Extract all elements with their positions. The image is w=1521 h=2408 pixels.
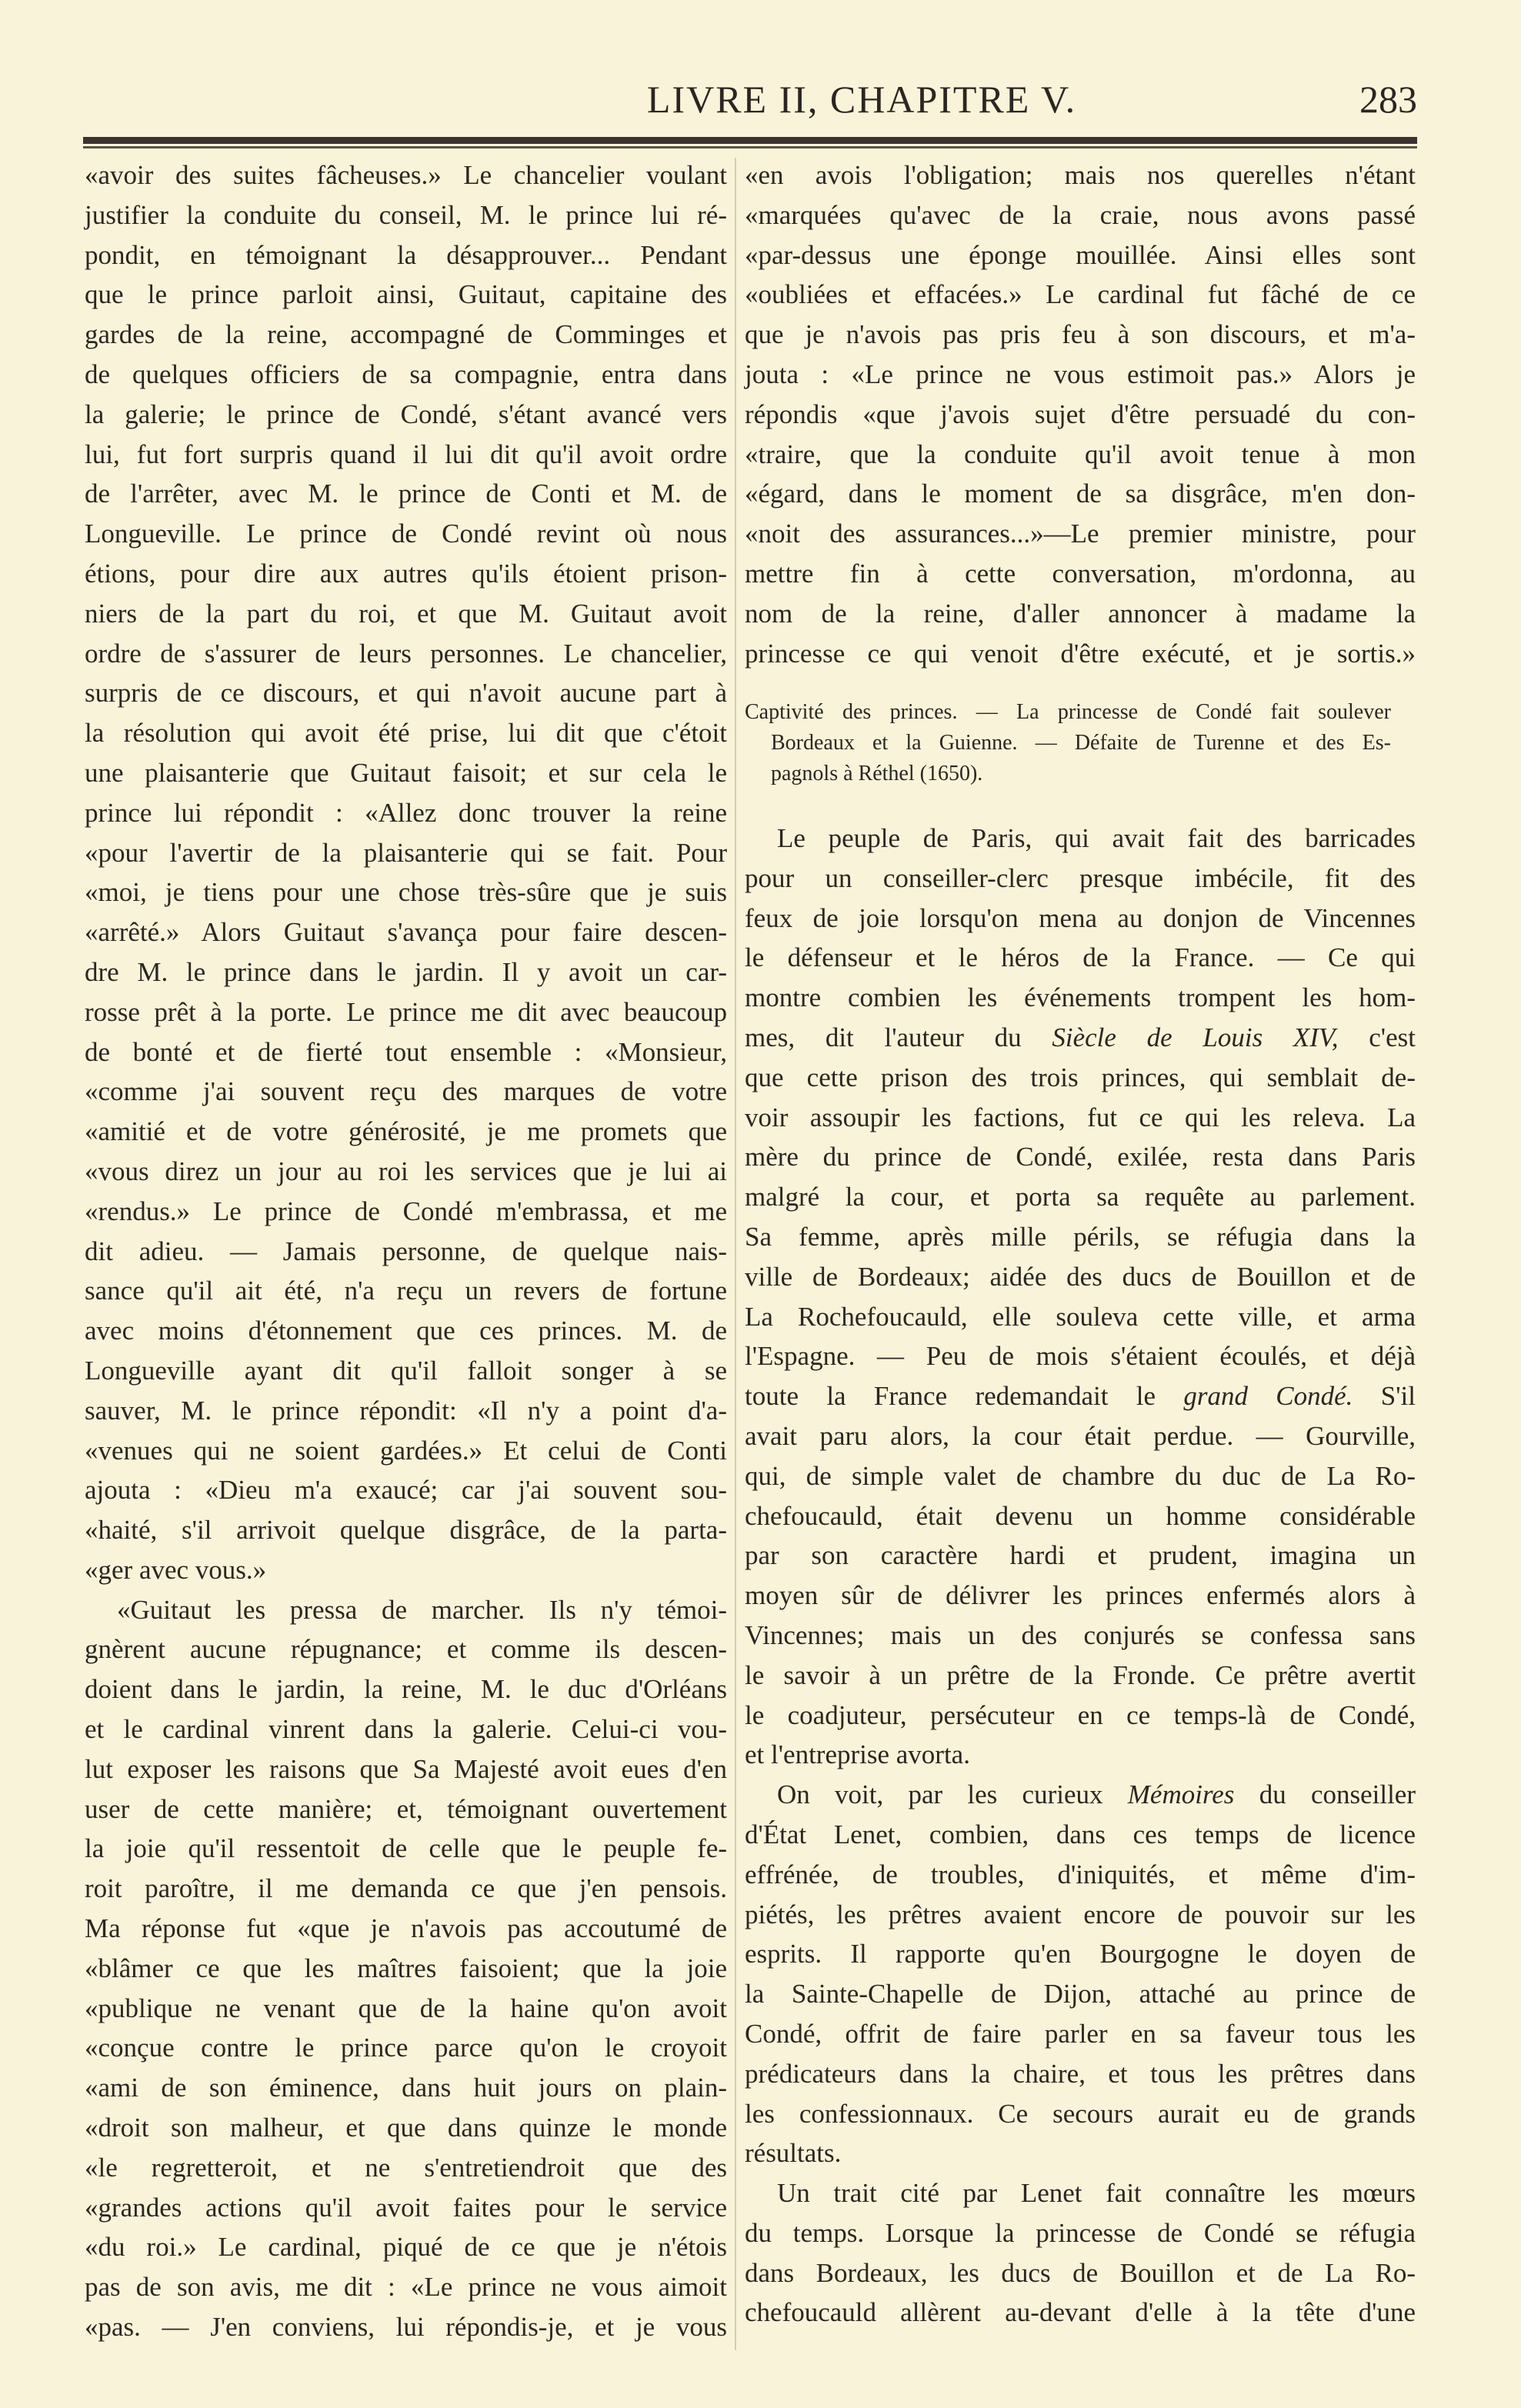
text-line <box>745 1974 1416 2014</box>
text-line <box>745 1616 1416 1656</box>
text-line: «conçue contre le prince parce qu'on le croyoit <box>85 2033 727 2063</box>
text-line <box>745 1058 1416 1098</box>
text-line <box>745 978 1416 1018</box>
text-line <box>745 1137 1416 1177</box>
text-segment: esprits. Il rapporte qu'en Bourgogne le doyen de <box>745 1939 1416 1969</box>
text-segment: c'est <box>1338 1022 1416 1052</box>
text-segment: dans Bordeaux, les ducs de Bouillon et de La Ro- <box>745 2257 1416 2288</box>
text-line: rosse prêt à la porte. Le prince me dit avec beaucoup <box>85 996 727 1027</box>
text-line: «ger avec vous.» <box>85 1554 267 1585</box>
text-line: de l'arrêter, avec M. le prince de Conti et M. de <box>85 479 727 509</box>
text-segment: On voit, par les curieux <box>777 1779 1128 1810</box>
italic-title: Mémoires <box>1127 1779 1235 1810</box>
text-segment: chefoucauld, était devenu un homme considérable <box>745 1500 1416 1531</box>
text-segment: La Rochefoucauld, elle souleva cette ville, et arma <box>745 1301 1416 1332</box>
text-line <box>745 1098 1416 1138</box>
column-divider <box>735 158 736 2350</box>
text-line <box>745 2213 1416 2253</box>
text-line <box>745 1018 1416 1058</box>
text-segment: moyen sûr de délivrer les princes enfermés alors à <box>745 1580 1416 1611</box>
text-line <box>745 2173 1416 2213</box>
text-segment: et l'entreprise avorta. <box>745 1739 970 1770</box>
text-line <box>745 1336 1416 1376</box>
left-column <box>85 155 727 2347</box>
text-line: princesse ce qui venoit d'être exécuté, et je sortis.» <box>745 638 1416 669</box>
text-line: «du roi.» Le cardinal, piqué de ce que je n'étois <box>85 2232 727 2263</box>
text-line: «publique ne venant que de la haine qu'on avoit <box>85 1993 727 2023</box>
text-line <box>745 2094 1416 2134</box>
text-segment: l'Espagne. — Peu de mois s'étaient écoulés, et déjà <box>745 1341 1416 1372</box>
text-segment: la Sainte-Chapelle de Dijon, attaché au prince de <box>745 1979 1416 2009</box>
text-segment: les confessionnaux. Ce secours aurait eu de grands <box>745 2098 1416 2129</box>
text-segment: par son caractère hardi et prudent, imagina un <box>745 1540 1416 1571</box>
text-line <box>745 1855 1416 1895</box>
text-line: «ami de son éminence, dans huit jours on plain- <box>85 2073 727 2103</box>
text-line <box>745 1815 1416 1855</box>
text-line: «traire, que la conduite qu'il avoit tenue à mon <box>745 439 1416 469</box>
text-line <box>745 1656 1416 1696</box>
text-line <box>745 1297 1416 1337</box>
text-line: ajouta : «Dieu m'a exaucé; car j'ai souvent sou- <box>85 1475 727 1506</box>
text-segment: ville de Bordeaux; aidée des ducs de Bouillon et de <box>745 1261 1416 1292</box>
text-line <box>745 1576 1416 1616</box>
text-line: que le prince parloit ainsi, Guitaut, capitaine des <box>85 279 727 310</box>
text-line <box>745 1775 1416 1815</box>
text-line: Captivité des princes. — La princesse de Condé fait soulever <box>745 700 1391 724</box>
text-segment: toute la France redemandait le <box>745 1381 1184 1412</box>
text-line <box>745 1735 1416 1775</box>
text-line: sauver, M. le prince répondit: «Il n'y a point d'a- <box>85 1395 727 1426</box>
text-line: «pas. — J'en conviens, lui répondis-je, et je vous <box>85 2312 727 2343</box>
text-line: avec moins d'étonnement que ces princes. M. de <box>85 1316 727 1346</box>
text-line: «comme j'ai souvent reçu des marques de votre <box>85 1076 727 1107</box>
text-line: que je n'avois pas pris feu à son discours, et m'a- <box>745 319 1416 350</box>
text-line: prince lui répondit : «Allez donc trouver la reine <box>85 797 727 828</box>
running-header-title: LIVRE II, CHAPITRE V. <box>646 78 1077 121</box>
text-line: gardes de la reine, accompagné de Comminges et <box>85 319 727 350</box>
text-line: de bonté et de fierté tout ensemble : «Monsieur, <box>85 1036 727 1067</box>
text-line: pondit, en témoignant la désapprouver... Pendant <box>85 239 727 270</box>
text-segment: pour un conseiller-clerc presque imbécile, fit des <box>745 862 1416 893</box>
text-segment: d'État Lenet, combien, dans ces temps de licence <box>745 1819 1416 1849</box>
header-rule-thin <box>83 146 1417 148</box>
text-line: répondis «que j'avois sujet d'être persuadé du con- <box>745 399 1416 429</box>
text-line: «moi, je tiens pour une chose très-sûre que je suis <box>85 877 727 908</box>
section-summary <box>745 697 1391 789</box>
text-segment: feux de joie lorsqu'on mena au donjon de Vincennes <box>745 902 1416 933</box>
text-line: «Guitaut les pressa de marcher. Ils n'y témoi- <box>117 1594 727 1625</box>
text-line <box>745 1934 1416 1974</box>
text-line <box>745 1217 1416 1257</box>
text-segment: Vincennes; mais un des conjurés se confessa sans <box>745 1619 1416 1650</box>
text-line: pas de son avis, me dit : «Le prince ne vous aimoit <box>85 2272 727 2303</box>
text-line: «grandes actions qu'il avoit faites pour le service <box>85 2192 727 2223</box>
text-line: la résolution qui avoit été prise, lui dit que c'étoit <box>85 718 727 749</box>
text-line: mettre fin à cette conversation, m'ordonna, au <box>745 558 1416 589</box>
text-line: «blâmer ce que les maîtres faisoient; que la joie <box>85 1953 727 1983</box>
text-line: «droit son malheur, et que dans quinze le monde <box>85 2113 727 2143</box>
text-line: «rendus.» Le prince de Condé m'embrassa, et me <box>85 1196 727 1226</box>
text-line: «en avois l'obligation; mais nos querelles n'étant <box>745 160 1416 190</box>
text-line <box>745 1536 1416 1576</box>
text-line <box>745 1456 1416 1496</box>
text-line: jouta : «Le prince ne vous estimoit pas.» Alors je <box>745 359 1416 389</box>
text-segment: que cette prison des trois princes, qui semblait de- <box>745 1062 1416 1092</box>
text-line: roit paroître, il me demanda ce que j'en pensois. <box>85 1873 727 1904</box>
text-segment: montre combien les événements trompent les hom- <box>745 982 1416 1013</box>
text-line <box>745 2293 1416 2333</box>
text-line: niers de la part du roi, et que M. Guitaut avoit <box>85 598 727 629</box>
text-line: «arrêté.» Alors Guitaut s'avança pour faire descen- <box>85 917 727 948</box>
text-segment: prédicateurs dans la chaire, et tous les prêtres dans <box>745 2058 1416 2089</box>
text-line: Longueville. Le prince de Condé revint où nous <box>85 519 727 549</box>
text-line: et le cardinal vinrent dans la galerie. Celui-ci vou- <box>85 1714 727 1745</box>
text-segment: piétés, les prêtres avaient encore de pouvoir sur les <box>745 1899 1416 1929</box>
text-segment: du temps. Lorsque la princesse de Condé se réfugia <box>745 2217 1416 2248</box>
text-line: lui, fut fort surpris quand il lui dit qu'il avoit ordre <box>85 439 727 469</box>
right-column-top <box>745 155 1416 673</box>
text-line: justifier la conduite du conseil, M. le prince lui ré- <box>85 199 727 230</box>
text-line: user de cette manière; et, témoignant ouvertement <box>85 1793 727 1824</box>
text-segment: Condé, offrit de faire parler en sa faveur tous les <box>745 2018 1416 2049</box>
text-line <box>745 938 1416 978</box>
text-line: sance qu'il ait été, n'a reçu un revers de fortune <box>85 1276 727 1306</box>
text-line <box>745 1416 1416 1456</box>
text-line <box>745 859 1416 899</box>
text-line: de quelques officiers de sa compagnie, entra dans <box>85 359 727 389</box>
text-line: «venues qui ne soient gardées.» Et celui de Conti <box>85 1435 727 1466</box>
text-line: «amitié et de votre générosité, je me promets que <box>85 1116 727 1147</box>
header-rule <box>83 137 1417 144</box>
text-line: «avoir des suites fâcheuses.» Le chancelier voulant <box>85 160 727 190</box>
text-line: la joie qu'il ressentoit de celle que le peuple fe- <box>85 1833 727 1864</box>
text-line: ordre de s'assurer de leurs personnes. Le chancelier, <box>85 638 727 669</box>
text-segment: malgré la cour, et porta sa requête au parlement. <box>745 1182 1416 1212</box>
text-segment: résultats. <box>745 2138 842 2169</box>
text-segment: le défenseur et le héros de la France. — Ce qui <box>745 942 1416 973</box>
text-segment: Un trait cité par Lenet fait connaître les mœurs <box>777 2178 1416 2209</box>
text-segment: Sa femme, après mille périls, se réfugia dans la <box>745 1221 1416 1252</box>
text-segment: voir assoupir les factions, fut ce qui les releva. La <box>745 1102 1416 1132</box>
italic-title: Siècle de Louis XIV, <box>1052 1022 1339 1052</box>
text-segment: mes, dit l'auteur du <box>745 1022 1052 1052</box>
text-line <box>745 819 1416 859</box>
text-segment: le coadjuteur, persécuteur en ce temps-là de Condé, <box>745 1699 1416 1730</box>
text-line: «par-dessus une éponge mouillée. Ainsi elles sont <box>745 239 1416 270</box>
text-line: «oubliées et effacées.» Le cardinal fut fâché de ce <box>745 279 1416 310</box>
text-segment: S'il <box>1353 1381 1416 1412</box>
text-line <box>745 1696 1416 1736</box>
text-line: nom de la reine, d'aller annoncer à madame la <box>745 598 1416 629</box>
text-line <box>745 1177 1416 1217</box>
text-line <box>745 2054 1416 2094</box>
text-line: «marquées qu'avec de la craie, nous avons passé <box>745 199 1416 230</box>
text-line: dre M. le prince dans le jardin. Il y avoit un car- <box>85 956 727 987</box>
text-line: la galerie; le prince de Condé, s'étant avancé vers <box>85 399 727 429</box>
text-line <box>745 899 1416 939</box>
text-line: Ma réponse fut «que je n'avois pas accoutumé de <box>85 1913 727 1944</box>
text-line: «le regretteroit, et ne s'entretiendroit que des <box>85 2152 727 2183</box>
text-segment: Le peuple de Paris, qui avait fait des barricades <box>777 823 1416 853</box>
text-line: gnèrent aucune répugnance; et comme ils descen- <box>85 1634 727 1665</box>
text-line: pagnols à Réthel (1650). <box>771 762 983 785</box>
text-line <box>745 2133 1416 2173</box>
page-number: 283 <box>1359 78 1417 121</box>
text-segment: chefoucauld allèrent au-devant d'elle à la tête d'une <box>745 2297 1416 2328</box>
text-line: «égard, dans le moment de sa disgrâce, m'en don- <box>745 479 1416 509</box>
text-line <box>745 1895 1416 1935</box>
text-line <box>745 1257 1416 1297</box>
text-line: Bordeaux et la Guienne. — Défaite de Turenne et des Es- <box>771 731 1391 755</box>
text-line: doient dans le jardin, la reine, M. le duc d'Orléans <box>85 1674 727 1705</box>
text-segment: le savoir à un prêtre de la Fronde. Ce prêtre avertit <box>745 1659 1416 1690</box>
text-line: étions, pour dire aux autres qu'ils étoient prison- <box>85 558 727 589</box>
text-line: lut exposer les raisons que Sa Majesté avoit eues d'en <box>85 1753 727 1784</box>
text-segment: qui, de simple valet de chambre du duc de La Ro- <box>745 1460 1416 1491</box>
text-line <box>745 2253 1416 2293</box>
text-line: surpris de ce discours, et qui n'avoit aucune part à <box>85 678 727 709</box>
text-line <box>745 1496 1416 1536</box>
text-line: «pour l'avertir de la plaisanterie qui se fait. Pour <box>85 837 727 868</box>
text-segment: effrénée, de troubles, d'iniquités, et même d'im- <box>745 1859 1416 1889</box>
text-line <box>745 1376 1416 1416</box>
text-line: «haité, s'il arrivoit quelque disgrâce, de la parta- <box>85 1515 727 1546</box>
text-line: «vous direz un jour au roi les services que je lui ai <box>85 1156 727 1186</box>
text-line: Longueville ayant dit qu'il falloit songer à se <box>85 1355 727 1386</box>
text-segment: avait paru alors, la cour était perdue. — Gourville, <box>745 1420 1416 1451</box>
italic-title: grand Condé. <box>1183 1381 1353 1412</box>
text-line: «noit des assurances...»—Le premier ministre, pour <box>745 519 1416 549</box>
text-line: dit adieu. — Jamais personne, de quelque nais- <box>85 1236 727 1266</box>
right-column-body <box>745 819 1416 2333</box>
text-segment: mère du prince de Condé, exilée, resta dans Paris <box>745 1142 1416 1172</box>
text-line <box>745 2014 1416 2054</box>
text-line: une plaisanterie que Guitaut faisoit; et sur cela le <box>85 757 727 788</box>
text-segment: du conseiller <box>1234 1779 1416 1810</box>
